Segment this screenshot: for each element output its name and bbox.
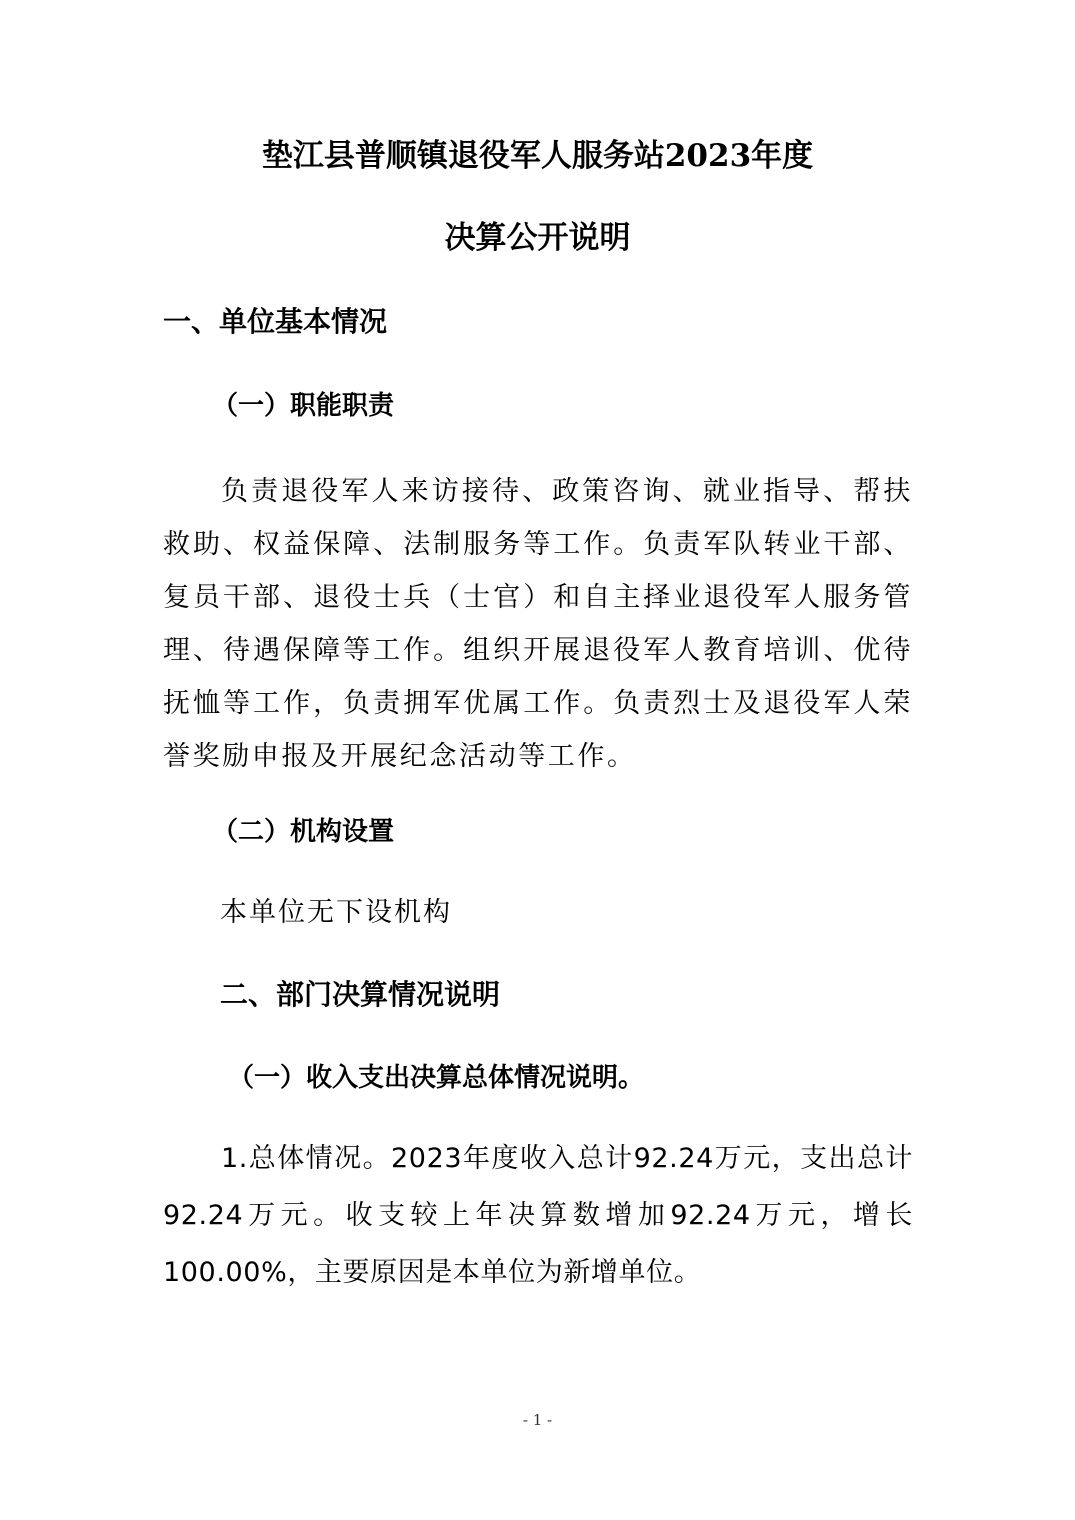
document-title-line2: 决算公开说明 xyxy=(444,220,631,256)
section2-heading: 二、部门决算情况说明 xyxy=(220,978,501,1011)
overall-paragraph: 1.总体情况。2023年度收入总计92.24万元，支出总计92.24万元。收支较上年决算数增加92.24万元，增长100.00%，主要原因是本单位为新增单位。 xyxy=(163,1143,913,1288)
section1-heading: 一、单位基本情况 xyxy=(163,305,388,338)
page-number: - 1 - xyxy=(522,1411,553,1429)
organization-text: 本单位无下设机构 xyxy=(220,897,452,928)
section2-sub1-heading: （一）收入支出决算总体情况说明。 xyxy=(228,1063,645,1093)
section1-sub1-heading: （一）职能职责 xyxy=(212,391,395,421)
duties-paragraph: 负责退役军人来访接待、政策咨询、就业指导、帮扶救助、权益保障、法制服务等工作。负责军队转业干部、复员干部、退役士兵（士官）和自主择业退役军人服务管理、待遇保障等工作。组织开展退役军人教育培训、优待抚恤等工作，负责拥军优属工作。负责烈士及退役军人荣誉奖励申报及开展纪念活动等工作。 xyxy=(163,476,913,772)
document-title-line1: 垫江县普顺镇退役军人服务站2023年度 xyxy=(261,138,814,174)
section1-sub2-heading: （二）机构设置 xyxy=(212,817,395,847)
